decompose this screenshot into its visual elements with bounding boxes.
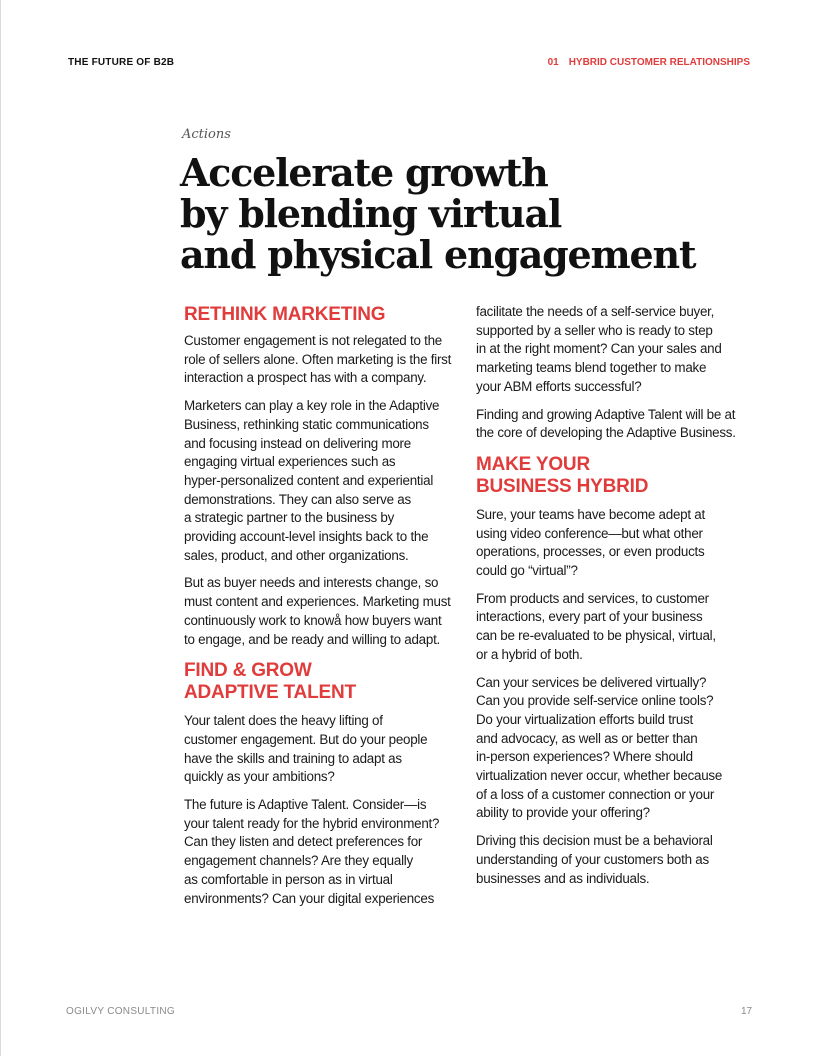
section-heading-rethink-marketing (184, 304, 466, 326)
text-line: marketing teams blend together to make (476, 360, 707, 376)
text-line: interactions, every part of your business (476, 609, 703, 625)
text-line: engaging virtual experiences such as (184, 454, 396, 470)
text-line: using video conference—but what other (476, 525, 703, 541)
text-line: quickly as your ambitions? (184, 769, 335, 785)
text-line: Your talent does the heavy lifting of (184, 713, 383, 729)
text-line: ADAPTIVE TALENT (184, 682, 356, 704)
paragraph (184, 796, 466, 908)
paragraph (476, 590, 758, 665)
text-line: demonstrations. They can also serve as (184, 491, 411, 507)
paragraph (184, 712, 466, 787)
paragraph (476, 832, 758, 888)
paragraph (476, 303, 758, 397)
section-heading-business-hybrid (476, 454, 758, 498)
text-line: and focusing instead on delivering more (184, 435, 411, 451)
text-line: From products and services, to customer (476, 590, 709, 606)
section-heading-adaptive-talent (184, 660, 466, 704)
eyebrow-label: Actions (182, 127, 231, 142)
text-line: of a loss of a customer connection or your (476, 786, 715, 802)
title-line: by blending virtual (180, 191, 562, 236)
text-line: could go “virtual”? (476, 563, 578, 579)
title-line: and physical engagement (180, 232, 696, 277)
text-line: interaction a prospect has with a company. (184, 370, 427, 386)
text-line: Can they listen and detect preferences for (184, 834, 423, 850)
paragraph (184, 574, 466, 649)
text-line: your ABM efforts successful? (476, 378, 642, 394)
paragraph (476, 406, 758, 443)
text-line: Driving this decision must be a behavioral (476, 833, 713, 849)
text-line: hyper-personalized content and experiential (184, 472, 434, 488)
text-line: engagement channels? Are they equally (184, 853, 413, 869)
paragraph (476, 506, 758, 581)
text-line: in-person experiences? Where should (476, 749, 693, 765)
running-header: THE FUTURE OF B2B (68, 57, 175, 68)
text-line: a strategic partner to the business by (184, 510, 395, 526)
text-line: and advocacy, as well as or better than (476, 730, 698, 746)
text-line: or a hybrid of both. (476, 646, 583, 662)
section-header (548, 57, 750, 68)
text-line: Can your services be delivered virtually? (476, 674, 707, 690)
text-line: virtualization never occur, whether because (476, 768, 723, 784)
text-line: RETHINK MARKETING (184, 304, 386, 325)
page-title (180, 152, 740, 275)
paragraph (184, 397, 466, 565)
text-line: supported by a seller who is ready to step (476, 322, 713, 338)
text-line: sales, product, and other organizations. (184, 547, 409, 563)
text-line: to engage, and be ready and willing to adapt. (184, 631, 441, 647)
text-line: have the skills and training to adapt as (184, 750, 402, 766)
text-line: can be re-evaluated to be physical, virtual, (476, 628, 716, 644)
text-line: Marketers can play a key role in the Adaptive (184, 398, 440, 414)
text-line: providing account-level insights back to the (184, 529, 429, 545)
text-line: Customer engagement is not relegated to the (184, 333, 442, 348)
text-line: businesses and as individuals. (476, 870, 650, 886)
text-line: Business, rethinking static communications (184, 416, 429, 432)
text-line: your talent ready for the hybrid environment? (184, 815, 440, 831)
text-line: The future is Adaptive Talent. Consider—is (184, 797, 427, 813)
text-line: Sure, your teams have become adept at (476, 506, 705, 522)
text-line: BUSINESS HYBRID (476, 475, 649, 497)
text-line: continuously work to knowå how buyers want (184, 612, 442, 628)
text-line: the core of developing the Adaptive Business. (476, 425, 736, 441)
text-line: role of sellers alone. Often marketing is the first (184, 351, 452, 367)
text-line: But as buyer needs and interests change, so (184, 575, 439, 591)
title-line: Accelerate growth (180, 150, 548, 195)
text-line: in at the right moment? Can your sales and (476, 341, 722, 357)
section-number: 01 (547, 57, 559, 68)
text-line: Do your virtualization efforts build trust (476, 711, 693, 727)
text-line: FIND & GROW (184, 660, 312, 682)
text-line: ability to provide your offering? (476, 805, 650, 821)
text-line: must content and experiences. Marketing must (184, 594, 451, 610)
text-line: as comfortable in person as in virtual (184, 871, 393, 887)
footer-brand: OGILVY CONSULTING (66, 1006, 176, 1017)
paragraph (184, 332, 466, 388)
text-line: Can you provide self-service online tools? (476, 693, 714, 709)
text-line: facilitate the needs of a self-service buyer, (476, 304, 715, 319)
page-number: 17 (741, 1006, 753, 1017)
text-line: operations, processes, or even products (476, 544, 705, 560)
text-line: MAKE YOUR (476, 453, 590, 475)
text-line: customer engagement. But do your people (184, 731, 428, 747)
paragraph (476, 674, 758, 824)
text-line: Finding and growing Adaptive Talent will be at (476, 406, 736, 422)
text-line: understanding of your customers both as (476, 851, 709, 867)
right-column (476, 303, 758, 888)
page-edge (0, 0, 1, 1056)
text-line: environments? Can your digital experiences (184, 890, 435, 906)
left-column (184, 304, 466, 908)
section-title: HYBRID CUSTOMER RELATIONSHIPS (568, 57, 750, 68)
